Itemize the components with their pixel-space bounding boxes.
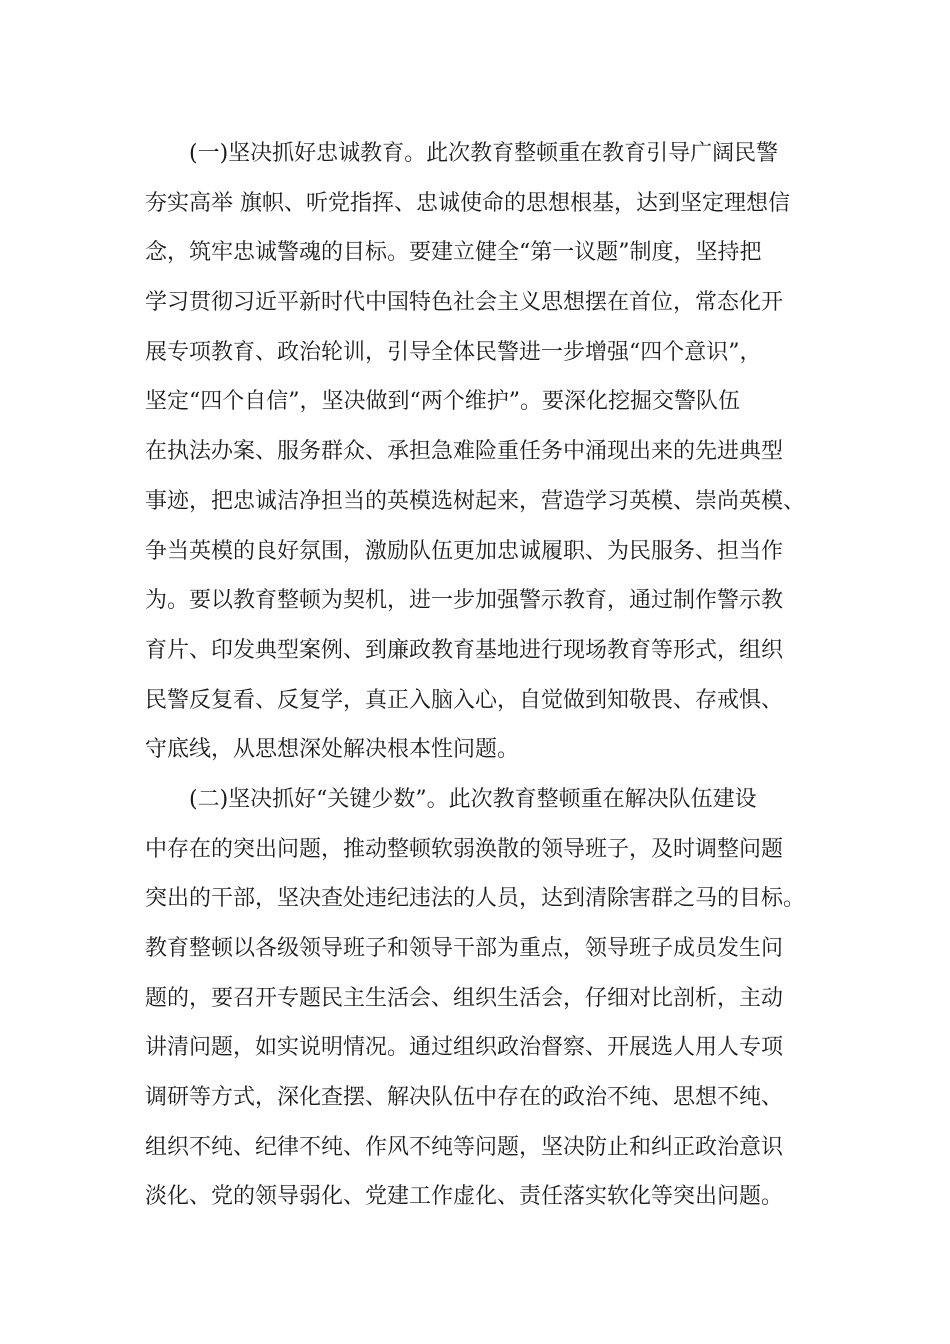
text-line: 念，筑牢忠诚警魂的目标。要建立健全“第一议题”制度，坚持把	[145, 240, 762, 266]
text-line: 夯实高举 旗帜、听党指挥、忠诚使命的思想根基，达到坚定理想信	[145, 190, 790, 216]
text-line: 淡化、党的领导弱化、党建工作虚化、责任落实软化等突出问题。	[145, 1184, 784, 1210]
text-line: 讲清问题，如实说明情况。通过组织政治督察、开展选人用人专项	[145, 1035, 784, 1061]
text-line: (二)坚决抓好“关键少数”。此次教育整顿重在解决队伍建设	[145, 786, 757, 812]
text-line: 事迹，把忠诚洁净担当的英模选树起来，营造学习英模、崇尚英模、	[145, 488, 806, 514]
text-line: 组织不纯、纪律不纯、作风不纯等问题，坚决防止和纠正政治意识	[145, 1134, 784, 1160]
text-line: 调研等方式，深化查摆、解决队伍中存在的政治不纯、思想不纯、	[145, 1085, 784, 1111]
text-line: 育片、印发典型案例、到廉政教育基地进行现场教育等形式，组织	[145, 637, 784, 663]
text-line: 争当英模的良好氛围，激励队伍更加忠诚履职、为民服务、担当作	[145, 538, 784, 564]
paragraph-loyalty-education	[145, 134, 835, 780]
text-line: 中存在的突出问题，推动整顿软弱涣散的领导班子，及时调整问题	[145, 836, 784, 862]
paragraph-key-minority	[145, 780, 835, 1227]
body-text	[145, 134, 835, 1227]
text-line: 在执法办案、服务群众、承担急难险重任务中涌现出来的先进典型	[145, 439, 784, 465]
text-line: 教育整顿以各级领导班子和领导干部为重点，领导班子成员发生问	[145, 936, 784, 961]
text-line: 坚定“四个自信”，坚决做到“两个维护”。要深化挖掘交警队伍	[145, 389, 740, 415]
text-line: 突出的干部，坚决查处违纪违法的人员，达到清除害群之马的目标。	[145, 886, 806, 912]
text-line: 民警反复看、反复学，真正入脑入心，自觉做到知敬畏、存戒惧、	[145, 687, 784, 713]
text-line: 学习贯彻习近平新时代中国特色社会主义思想摆在首位，常态化开	[145, 290, 784, 316]
text-line: (一)坚决抓好忠诚教育。此次教育整顿重在教育引导广阔民警	[145, 141, 779, 166]
text-line: 为。要以教育整顿为契机，进一步加强警示教育，通过制作警示教	[145, 588, 784, 614]
text-line: 展专项教育、政治轮训，引导全体民警进一步增强“四个意识”，	[145, 339, 762, 365]
text-line: 题的，要召开专题民主生活会、组织生活会，仔细对比剖析，主动	[145, 985, 784, 1011]
text-line: 守底线，从思想深处解决根本性问题。	[145, 737, 520, 763]
